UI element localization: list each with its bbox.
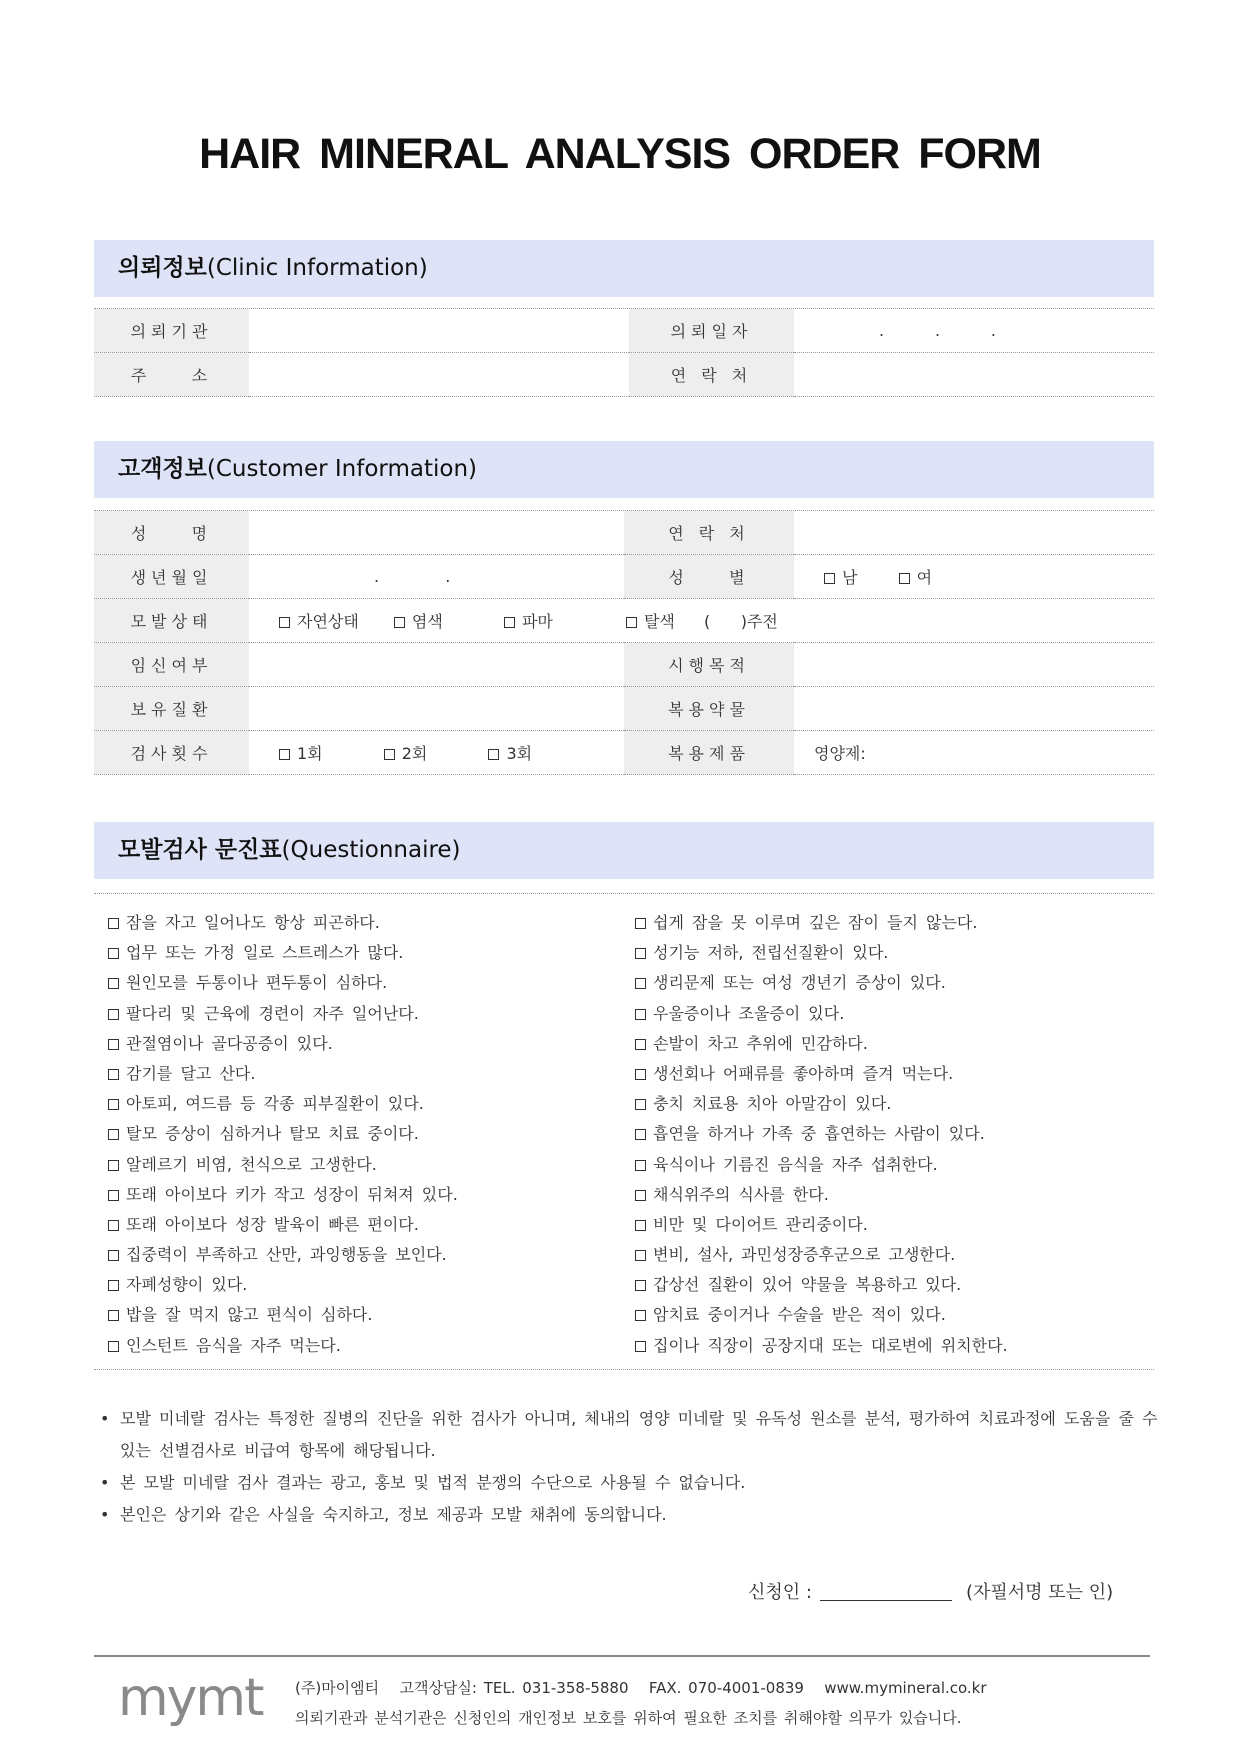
checkbox-icon[interactable] [108,1310,119,1321]
table-row [94,643,1154,687]
checkbox-icon[interactable] [108,1280,119,1291]
checkbox-icon[interactable] [108,978,119,989]
medication-field[interactable] [794,687,1154,731]
question-item[interactable]: 생리문제 또는 여성 갱년기 증상이 있다. [635,968,1008,998]
checkbox-icon[interactable] [635,1341,646,1352]
question-item[interactable]: 자폐성향이 있다. [108,1270,458,1300]
table-row [94,687,1154,731]
checkbox-icon[interactable] [504,617,515,628]
checkbox-icon[interactable] [635,1280,646,1291]
test-count-3-option[interactable] [488,741,532,764]
questionnaire-right-column [635,908,1008,1361]
question-item[interactable]: 충치 치료용 치아 아말감이 있다. [635,1089,1008,1119]
question-item[interactable]: 업무 또는 가정 일로 스트레스가 많다. [108,938,458,968]
question-item[interactable]: 집중력이 부족하고 산만, 과잉행동을 보인다. [108,1240,458,1270]
table-row [94,511,1154,555]
gender-female-text: 여 [916,568,933,587]
supplement-field[interactable]: 영양제: [794,731,1154,775]
questionnaire-list [94,893,1154,1370]
checkbox-icon[interactable] [635,1129,646,1140]
signature-field[interactable] [820,1582,952,1601]
institution-field[interactable] [249,309,629,353]
checkbox-icon[interactable] [635,1009,646,1020]
question-item[interactable]: 관절염이나 골다공증이 있다. [108,1029,458,1059]
test-count-3-text: 3회 [506,744,533,763]
question-item[interactable]: 비만 및 다이어트 관리중이다. [635,1210,1008,1240]
question-item[interactable]: 성기능 저하, 전립선질환이 있다. [635,938,1008,968]
questionnaire-left-column [108,908,458,1361]
clinic-info-header [94,240,1154,297]
name-label: 성 명 [94,511,249,555]
checkbox-icon[interactable] [635,1160,646,1171]
customer-contact-label: 연 락 처 [624,511,794,555]
birth-label: 생년월일 [94,555,249,599]
hair-natural-option[interactable] [279,609,359,632]
checkbox-icon[interactable] [635,1310,646,1321]
question-item[interactable]: 잠을 자고 일어나도 항상 피곤하다. [108,908,458,938]
supplement-label: 복용제품 [624,731,794,775]
checkbox-icon[interactable] [394,617,405,628]
hair-perm-option[interactable] [504,609,553,632]
question-item[interactable]: 쉽게 잠을 못 이루며 깊은 잠이 들지 않는다. [635,908,1008,938]
disease-label: 보유질환 [94,687,249,731]
pregnancy-label: 임신여부 [94,643,249,687]
table-row [94,731,1154,775]
checkbox-icon[interactable] [108,1009,119,1020]
checkbox-icon[interactable] [635,978,646,989]
checkbox-icon[interactable] [899,573,910,584]
question-item[interactable]: 또래 아이보다 성장 발육이 빠른 편이다. [108,1210,458,1240]
hair-dye-text: 염색 [411,612,443,631]
checkbox-icon[interactable] [108,1190,119,1201]
test-count-1-option[interactable] [279,741,323,764]
customer-info-header-kr: 고객정보 [118,456,207,482]
test-count-1-text: 1회 [297,744,323,763]
test-count-options [249,731,624,775]
hair-dye-option[interactable] [394,609,443,632]
note-item: • 본 모발 미네랄 검사 결과는 광고, 홍보 및 법적 분쟁의 수단으로 사용될 수 없습니다. [100,1467,1160,1499]
checkbox-icon[interactable] [635,948,646,959]
institution-label: 의뢰기관 [94,309,249,353]
checkbox-icon[interactable] [108,918,119,929]
test-count-label: 검사횟수 [94,731,249,775]
request-date-label: 의뢰일자 [629,309,794,353]
table-row [94,599,1154,643]
table-row [94,353,1154,397]
mymt-logo: mymt [118,1668,263,1728]
question-item[interactable]: 탈모 증상이 심하거나 탈모 치료 중이다. [108,1119,458,1149]
checkbox-icon[interactable] [279,749,290,760]
test-count-2-text: 2회 [401,744,428,763]
question-item[interactable]: 생선회나 어패류를 좋아하며 즐겨 먹는다. [635,1059,1008,1089]
customer-info-table [94,511,1154,775]
clinic-info-table [94,309,1154,397]
checkbox-icon[interactable] [626,617,637,628]
question-item[interactable]: 감기를 달고 산다. [108,1059,458,1089]
checkbox-icon[interactable] [279,617,290,628]
customer-info-header [94,441,1154,498]
table-row [94,555,1154,599]
checkbox-icon[interactable] [488,749,499,760]
hair-perm-text: 파마 [521,612,553,631]
gender-female-option[interactable] [899,565,932,588]
clinic-contact-field[interactable] [794,353,1154,397]
checkbox-icon[interactable] [635,1099,646,1110]
clinic-info-header-kr: 의뢰정보 [118,255,207,281]
checkbox-icon[interactable] [635,1250,646,1261]
gender-label: 성 별 [624,555,794,599]
clinic-contact-label: 연 락 처 [629,353,794,397]
table-row [94,309,1154,353]
hair-state-options [249,599,1154,643]
question-item[interactable]: 원인모를 두통이나 편두통이 심하다. [108,968,458,998]
hair-natural-text: 자연상태 [297,612,359,631]
purpose-field[interactable] [794,643,1154,687]
checkbox-icon[interactable] [108,1160,119,1171]
signature-label: 신청인 : [748,1582,812,1603]
pregnancy-field[interactable] [249,643,624,687]
question-item[interactable]: 갑상선 질환이 있어 약물을 복용하고 있다. [635,1270,1008,1300]
hair-bleach-option[interactable] [626,609,675,632]
signature-suffix: (자필서명 또는 인) [965,1582,1114,1603]
questionnaire-header [94,822,1154,879]
signature-block [748,1578,1113,1604]
checkbox-icon[interactable] [635,1220,646,1231]
question-item[interactable]: 밥을 잘 먹지 않고 편식이 심하다. [108,1300,458,1330]
question-item[interactable]: 우울증이나 조울증이 있다. [635,999,1008,1029]
checkbox-icon[interactable] [108,1069,119,1080]
hair-weeks-field[interactable]: ( )주전 [703,612,778,631]
question-item[interactable]: 집이나 직장이 공장지대 또는 대로변에 위치한다. [635,1331,1008,1361]
question-item[interactable]: 흡연을 하거나 가족 중 흡연하는 사람이 있다. [635,1119,1008,1149]
privacy-notice-line: 의뢰기관과 분석기관은 신청인의 개인정보 보호를 위하여 필요한 조치를 취해야할 의무가 있습니다. [295,1709,962,1727]
question-item[interactable]: 변비, 설사, 과민성장증후군으로 고생한다. [635,1240,1008,1270]
gender-male-option[interactable] [824,565,857,588]
test-count-2-option[interactable] [384,741,428,764]
address-label: 주 소 [94,353,249,397]
checkbox-icon[interactable] [108,1099,119,1110]
questionnaire-header-en: (Questionnaire) [281,837,461,863]
question-item[interactable]: 손발이 차고 추위에 민감하다. [635,1029,1008,1059]
hair-bleach-text: 탈색 [643,612,675,631]
gender-options [794,555,1154,599]
birth-field[interactable]: . . [249,555,624,599]
question-item[interactable]: 인스턴트 음식을 자주 먹는다. [108,1331,458,1361]
checkbox-icon[interactable] [635,1069,646,1080]
form-title: HAIR MINERAL ANALYSIS ORDER FORM [199,130,1041,178]
consent-notes [100,1403,1160,1531]
name-field[interactable] [249,511,624,555]
checkbox-icon[interactable] [108,1039,119,1050]
note-item: • 본인은 상기와 같은 사실을 숙지하고, 정보 제공과 모발 채취에 동의합니다. [100,1499,1160,1531]
customer-info-header-en: (Customer Information) [206,456,477,482]
question-item[interactable]: 아토피, 여드름 등 각종 피부질환이 있다. [108,1089,458,1119]
checkbox-icon[interactable] [635,918,646,929]
checkbox-icon[interactable] [824,573,835,584]
medication-label: 복용약물 [624,687,794,731]
question-item[interactable]: 육식이나 기름진 음식을 자주 섭취한다. [635,1150,1008,1180]
note-item: • 모발 미네랄 검사는 특정한 질병의 진단을 위한 검사가 아니며, 체내의 영양 미네랄 및 유독성 원소를 분석, 평가하여 치료과정에 도움을 줄 수 있는 선별검사로 비급여 항목에 해당됩니다. [100,1403,1160,1467]
question-item[interactable]: 팔다리 및 근육에 경련이 자주 일어난다. [108,999,458,1029]
customer-contact-field[interactable] [794,511,1154,555]
footer-info [295,1673,987,1733]
checkbox-icon[interactable] [635,1190,646,1201]
checkbox-icon[interactable] [108,948,119,959]
question-item[interactable]: 채식위주의 식사를 한다. [635,1180,1008,1210]
disease-field[interactable] [249,687,624,731]
question-item[interactable]: 또래 아이보다 키가 작고 성장이 뒤쳐져 있다. [108,1180,458,1210]
checkbox-icon[interactable] [635,1039,646,1050]
checkbox-icon[interactable] [108,1129,119,1140]
checkbox-icon[interactable] [108,1220,119,1231]
questionnaire-header-kr: 모발검사 문진표 [118,837,282,863]
checkbox-icon[interactable] [108,1250,119,1261]
checkbox-icon[interactable] [108,1341,119,1352]
hair-state-label: 모발상태 [94,599,249,643]
question-item[interactable]: 알레르기 비염, 천식으로 고생한다. [108,1150,458,1180]
request-date-field[interactable]: . . . [794,309,1154,353]
address-field[interactable] [249,353,629,397]
footer-divider [94,1655,1150,1657]
gender-male-text: 남 [842,568,858,587]
company-contact-line: (주)마이엠티 고객상담실: TEL. 031-358-5880 FAX. 070-4001-0839 www.mymineral.co.kr [295,1679,987,1697]
purpose-label: 시행목적 [624,643,794,687]
question-item[interactable]: 암치료 중이거나 수술을 받은 적이 있다. [635,1300,1008,1330]
clinic-info-header-en: (Clinic Information) [206,255,428,281]
checkbox-icon[interactable] [384,749,395,760]
